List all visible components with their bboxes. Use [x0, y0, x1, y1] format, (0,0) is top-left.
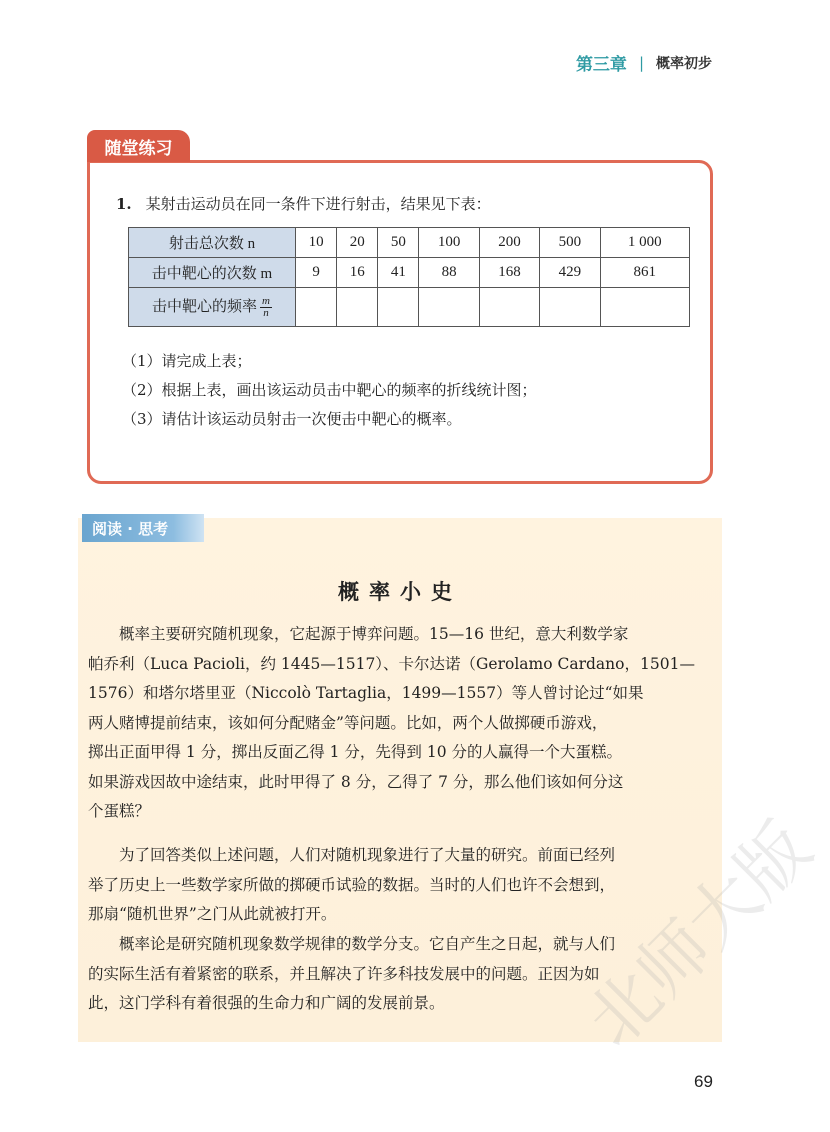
question-title — [116, 193, 491, 214]
text-line: 如果游戏因故中途结束，此时甲得了 8 分，乙得了 7 分，那么他们该如何分这 — [88, 772, 624, 791]
table-cell: 50 — [378, 228, 419, 258]
row-header-frequency — [129, 288, 296, 327]
text-line: 概率论是研究随机现象数学规律的数学分支。它自产生之日起，就与人们 — [88, 935, 616, 953]
empty-cell — [419, 288, 479, 327]
sub-question-list — [122, 347, 537, 434]
publisher-watermark: 北师大版 — [570, 806, 827, 1063]
text-line: 那扇“随机世界”之门从此就被打开。 — [88, 905, 337, 923]
chapter-topic: 概率初步 — [656, 55, 712, 72]
table-row — [129, 258, 690, 288]
paragraph-1 — [88, 620, 714, 827]
text-line: 的实际生活有着紧密的联系，并且解决了许多科技发展中的问题。正因为如 — [88, 964, 600, 983]
reading-title: 概率小史 — [338, 580, 462, 604]
sub-question: （3）请估计该运动员射击一次便击中靶心的概率。 — [122, 410, 462, 428]
table-cell: 200 — [479, 228, 539, 258]
page-number: 69 — [694, 1072, 713, 1091]
chapter-label: 第三章 — [575, 55, 627, 75]
text-line: 为了回答类似上述问题，人们对随机现象进行了大量的研究。前面已经列 — [88, 846, 616, 864]
sub-question: （2）根据上表，画出该运动员击中靶心的频率的折线统计图； — [122, 381, 537, 399]
text-line: 两人赌博提前结束，该如何分配赌金”等问题。比如，两个人做掷硬币游戏， — [88, 713, 608, 732]
table-cell: 500 — [540, 228, 600, 258]
table-cell: 1 000 — [600, 228, 689, 258]
text-line: 概率主要研究随机现象，它起源于博弈问题。15—16 世纪，意大利数学家 — [88, 625, 629, 643]
empty-cell — [296, 288, 337, 327]
text-line: 此，这门学科有着很强的生命力和广阔的发展前景。 — [88, 994, 445, 1012]
table-cell: 861 — [600, 258, 689, 288]
text-line: 举了历史上一些数学家所做的掷硬币试验的数据。当时的人们也许不会想到， — [88, 875, 616, 894]
paragraph-2 — [88, 841, 714, 930]
page-header — [576, 50, 712, 75]
empty-cell — [479, 288, 539, 327]
empty-cell — [378, 288, 419, 327]
empty-cell — [337, 288, 378, 327]
table-cell: 10 — [296, 228, 337, 258]
table-cell: 16 — [337, 258, 378, 288]
results-table — [128, 227, 690, 327]
sub-question: （1）请完成上表； — [122, 352, 252, 370]
header-separator: | — [638, 53, 644, 72]
table-cell: 88 — [419, 258, 479, 288]
empty-cell — [600, 288, 689, 327]
table-cell: 429 — [540, 258, 600, 288]
table-cell: 41 — [378, 258, 419, 288]
frequency-label: 击中靶心的频率 — [152, 298, 258, 315]
table-row — [129, 228, 690, 258]
table-cell: 168 — [479, 258, 539, 288]
table-row — [129, 288, 690, 327]
row-header-shots: 射击总次数 n — [129, 228, 296, 258]
empty-cell — [540, 288, 600, 327]
table-cell: 100 — [419, 228, 479, 258]
fraction-denominator: n — [263, 307, 269, 320]
question-text: 某射击运动员在同一条件下进行射击，结果见下表： — [145, 195, 491, 213]
text-line: 1576）和塔尔塔里亚（Niccolò Tartaglia，1499—1557）等人曾讨论过“如果 — [88, 684, 644, 702]
fraction-m-over-n — [260, 296, 272, 319]
fraction-numerator: m — [262, 295, 270, 308]
exercise-tab: 随堂练习 — [87, 130, 190, 162]
text-line: 个蛋糕？ — [88, 802, 151, 820]
table-cell: 9 — [296, 258, 337, 288]
text-line: 掷出正面甲得 1 分，掷出反面乙得 1 分，先得到 10 分的人赢得一个大蛋糕。 — [88, 743, 623, 761]
text-line: 帕乔利（Luca Pacioli，约 1445—1517）、卡尔达诺（Gerolamo Cardano，1501— — [88, 654, 695, 673]
row-header-hits: 击中靶心的次数 m — [129, 258, 296, 288]
table-cell: 20 — [337, 228, 378, 258]
question-number: 1. — [116, 195, 132, 213]
reading-tab: 阅读 · 思考 — [82, 514, 204, 542]
